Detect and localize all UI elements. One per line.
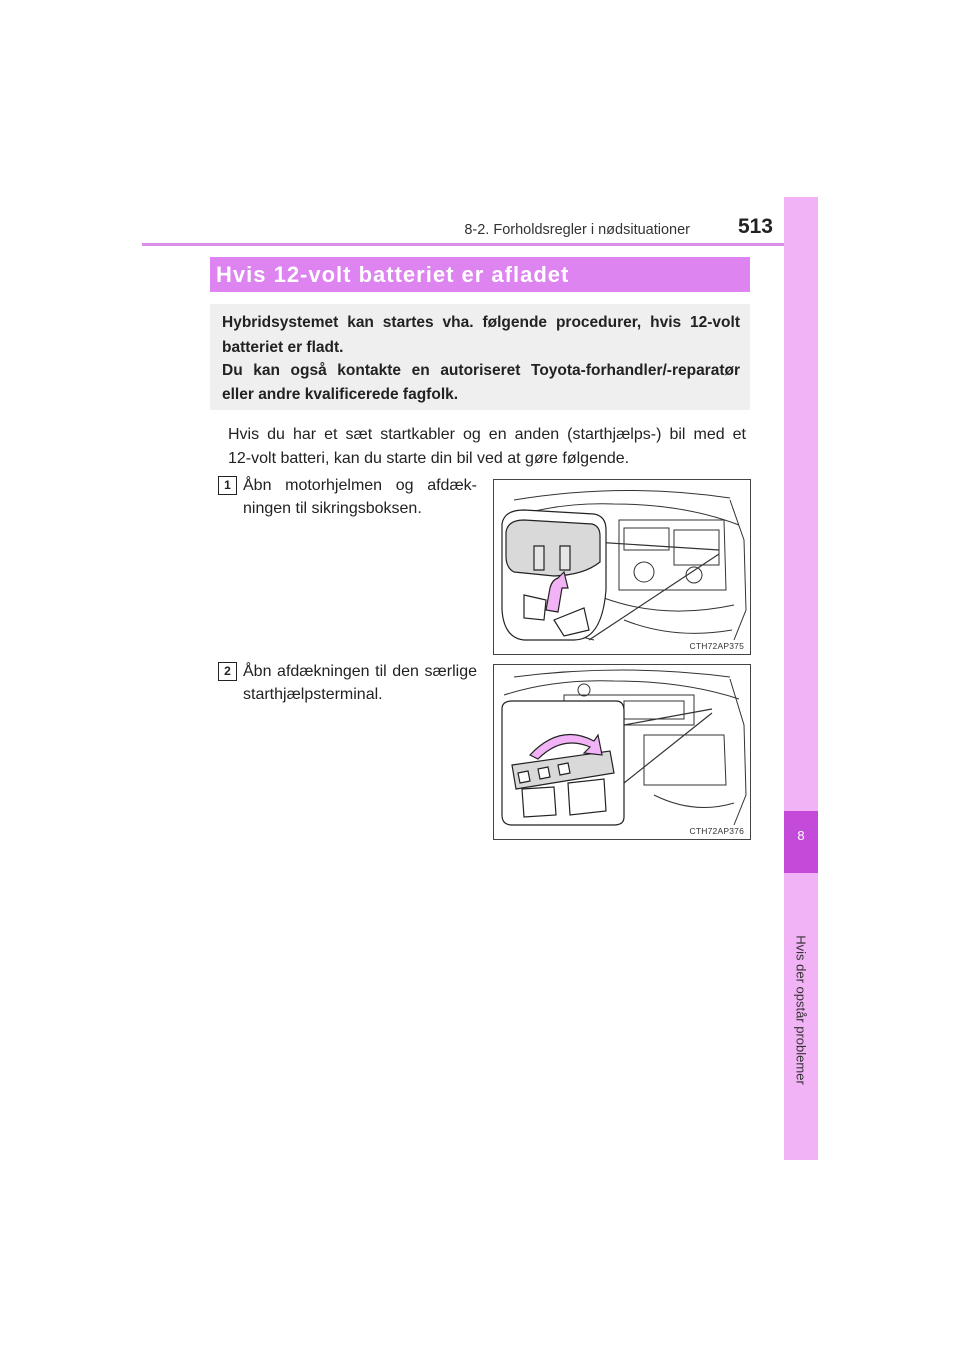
step-text-line: Åbn afdækningen til den særlige [243,663,477,680]
intro-line: eller andre kvalificerede fagfolk. [222,386,459,403]
page-number: 513 [737,215,773,238]
intro-line: Du kan også kontakte en autoriseret Toyota-forhandler/-reparatør [222,362,740,379]
figure-code: CTH72AP375 [689,641,744,651]
step-number-badge: 1 [218,476,237,495]
chapter-title: Hvis der opstår problemer [793,935,809,1085]
section-title: Hvis 12-volt batteriet er afladet [216,262,570,287]
body-text-line: Hvis du har et sæt startkabler og en anden (starthjælps-) bil med et [228,426,746,443]
step-number-badge: 2 [218,662,237,681]
body-text-line: 12-volt batteri, kan du starte din bil ved at gøre følgende. [228,450,630,467]
chapter-number: 8 [797,828,805,843]
figure-code: CTH72AP376 [689,826,744,836]
step-text-line: Åbn motorhjelmen og afdæk- [243,477,477,494]
section-header: 8-2. Forholdsregler i nødsituationer [464,222,690,238]
step-text-line: starthjælpsterminal. [243,686,383,703]
step-text-line: ningen til sikringsboksen. [243,500,422,517]
side-tab-upper [784,197,818,811]
header-rule [142,243,818,246]
engine-bay-illustration [494,665,750,839]
intro-line: batteriet er fladt. [222,339,344,356]
figure-jump-start-terminal-cover [493,664,751,840]
figure-fuse-box-cover [493,479,751,655]
engine-bay-illustration [494,480,750,654]
intro-line: Hybridsystemet kan startes vha. følgende procedurer, hvis 12-volt [222,314,740,331]
